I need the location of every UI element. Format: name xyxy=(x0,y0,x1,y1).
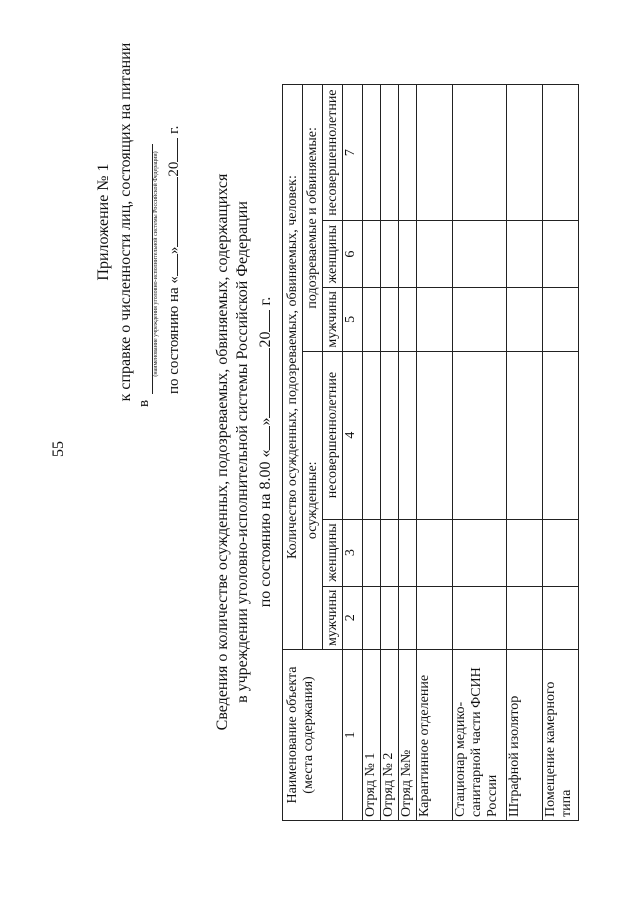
table-cell[interactable] xyxy=(507,288,543,351)
subcol-minors-suspects: несовершеннолетние xyxy=(323,85,343,221)
table-cell[interactable] xyxy=(543,351,579,519)
table-row xyxy=(543,85,579,821)
table-cell[interactable] xyxy=(399,288,417,351)
table-cell[interactable] xyxy=(507,351,543,519)
year-blank xyxy=(165,138,178,162)
table-cell[interactable] xyxy=(399,221,417,288)
heading-day-blank xyxy=(255,426,270,450)
table-cell[interactable] xyxy=(399,586,417,649)
table-cell[interactable] xyxy=(453,85,507,221)
col-number: 3 xyxy=(343,519,363,586)
table-cell[interactable] xyxy=(381,586,399,649)
heading-line-1: Сведения о количестве осужденных, подозреваемых, обвиняемых, содержащихся xyxy=(214,173,231,731)
col-number: 7 xyxy=(343,85,363,221)
heading-month-blank xyxy=(255,348,270,418)
table-cell[interactable] xyxy=(507,221,543,288)
table-cell[interactable] xyxy=(363,85,381,221)
day-blank xyxy=(165,254,178,276)
col-number: 4 xyxy=(343,351,363,519)
table-row xyxy=(363,85,381,821)
subcol-men-convicted: мужчины xyxy=(323,586,343,649)
subcol-women-suspects: женщины xyxy=(323,221,343,288)
table-cell[interactable] xyxy=(399,85,417,221)
as-of-mid: » xyxy=(166,246,182,255)
institution-caption: (наименование учреждения уголовно-исполнительной системы Российской Федерации) xyxy=(153,151,159,377)
table-cell[interactable] xyxy=(453,519,507,586)
table-cell[interactable] xyxy=(417,221,453,288)
table-cell[interactable] xyxy=(363,351,381,519)
table-cell[interactable] xyxy=(417,85,453,221)
row-label: Помещение камерного типа xyxy=(543,650,579,821)
as-of-suffix: г. xyxy=(166,125,182,134)
convicted-header: осужденные: xyxy=(303,351,323,649)
row-label: Стационар медико-санитарной части ФСИН России xyxy=(453,650,507,821)
heading-line-3 xyxy=(255,0,275,904)
col-number: 5 xyxy=(343,288,363,351)
subcol-minors-convicted: несовершеннолетние xyxy=(323,351,343,519)
table-cell[interactable] xyxy=(453,288,507,351)
heading-line-2: в учреждении уголовно-исполнительной системы Российской Федерации xyxy=(234,201,251,703)
table-cell[interactable] xyxy=(507,519,543,586)
row-label: Отряд № 2 xyxy=(381,650,399,821)
table-cell[interactable] xyxy=(453,586,507,649)
table-row xyxy=(453,85,507,821)
subcol-men-suspects: мужчины xyxy=(323,288,343,351)
subcol-women-convicted: женщины xyxy=(323,519,343,586)
table-row xyxy=(381,85,399,821)
table-cell[interactable] xyxy=(363,221,381,288)
page-number: 55 xyxy=(50,441,67,457)
count-header: Количество осужденных, подозреваемых, обвиняемых, человек: xyxy=(283,85,303,650)
row-label: Отряд № 1 xyxy=(363,650,381,821)
appendix-subtitle: к справке о численности лиц, состоящих на питании xyxy=(117,42,134,402)
table-cell[interactable] xyxy=(399,351,417,519)
heading-date-year: 20 xyxy=(257,331,274,348)
column-number-row xyxy=(343,85,363,821)
row-label: Карантинное отделение xyxy=(417,650,453,821)
table-cell[interactable] xyxy=(363,288,381,351)
table-cell[interactable] xyxy=(381,519,399,586)
headcount-table xyxy=(282,84,579,821)
table-cell[interactable] xyxy=(381,351,399,519)
table-row xyxy=(507,85,543,821)
month-blank xyxy=(165,177,178,247)
suspects-header: подозреваемые и обвиняемые: xyxy=(303,85,323,351)
heading-date-mid: » xyxy=(257,417,274,426)
table-cell[interactable] xyxy=(381,221,399,288)
table-cell[interactable] xyxy=(399,519,417,586)
table-cell[interactable] xyxy=(543,85,579,221)
table-cell[interactable] xyxy=(507,85,543,221)
col-number: 2 xyxy=(343,586,363,649)
as-of-year: 20 xyxy=(166,161,182,177)
table-cell[interactable] xyxy=(417,288,453,351)
table-row xyxy=(399,85,417,821)
heading-year-blank xyxy=(255,310,270,332)
table-cell[interactable] xyxy=(453,351,507,519)
col-number: 6 xyxy=(343,221,363,288)
appendix-title: Приложение № 1 xyxy=(95,163,112,281)
table-cell[interactable] xyxy=(381,288,399,351)
table-cell[interactable] xyxy=(381,85,399,221)
table-cell[interactable] xyxy=(543,519,579,586)
table-cell[interactable] xyxy=(507,586,543,649)
as-of-prefix: по состоянию на « xyxy=(166,276,182,394)
table-cell[interactable] xyxy=(363,586,381,649)
appendix-in-label: в xyxy=(136,399,152,407)
table-cell[interactable] xyxy=(543,221,579,288)
table-row xyxy=(417,85,453,821)
appendix-as-of-date xyxy=(165,126,183,394)
object-column-header: Наименование объекта (места содержания) xyxy=(283,650,343,821)
table-cell[interactable] xyxy=(543,586,579,649)
table-cell[interactable] xyxy=(417,519,453,586)
table-cell[interactable] xyxy=(453,221,507,288)
heading-date-suffix: г. xyxy=(257,296,274,306)
table-cell[interactable] xyxy=(417,351,453,519)
col-number: 1 xyxy=(343,650,363,821)
row-label: Отряд №№ xyxy=(399,650,417,821)
table-cell[interactable] xyxy=(363,519,381,586)
table-cell[interactable] xyxy=(417,586,453,649)
table-cell[interactable] xyxy=(543,288,579,351)
row-label: Штрафной изолятор xyxy=(507,650,543,821)
heading-date-prefix: по состоянию на 8.00 « xyxy=(257,449,274,608)
